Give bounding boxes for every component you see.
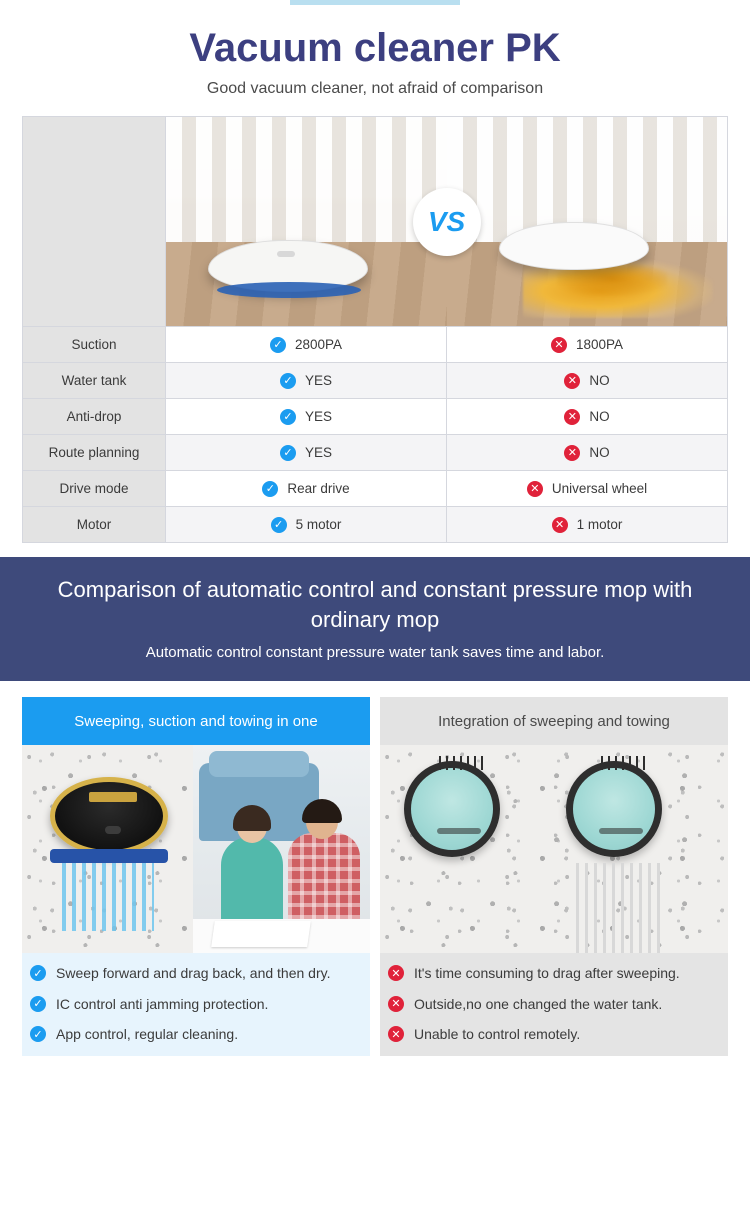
row-value-right xyxy=(446,507,727,542)
row-value-left xyxy=(166,327,446,362)
vs-badge: VS xyxy=(413,188,481,256)
row-label: Water tank xyxy=(23,363,166,398)
value-text: NO xyxy=(589,373,610,388)
white-robot-vacuum xyxy=(208,240,368,292)
cross-icon: ✕ xyxy=(564,445,580,461)
panel-right-image xyxy=(380,745,728,953)
list-item xyxy=(388,996,720,1014)
top-accent-bar xyxy=(0,0,750,10)
living-room-photo xyxy=(193,745,370,953)
robot-slit xyxy=(599,828,643,834)
list-item-text: Outside,no one changed the water tank. xyxy=(414,995,663,1012)
row-label: Anti-drop xyxy=(23,399,166,434)
value-text: Rear drive xyxy=(287,481,350,496)
row-label: Motor xyxy=(23,507,166,542)
comparison-photos xyxy=(166,116,727,326)
row-value-right xyxy=(446,327,727,362)
table-row xyxy=(23,506,727,542)
cross-icon: ✕ xyxy=(388,996,404,1012)
brush-bristles xyxy=(601,756,645,770)
photo-bad-robot xyxy=(447,117,728,326)
check-icon: ✓ xyxy=(270,337,286,353)
brush-bristles xyxy=(439,756,483,770)
value-text: YES xyxy=(304,409,332,424)
value-text: NO xyxy=(589,445,610,460)
list-item-text: App control, regular cleaning. xyxy=(56,1026,239,1043)
feature-panels xyxy=(0,681,750,1056)
row-value-left xyxy=(166,435,446,470)
cross-icon: ✕ xyxy=(527,481,543,497)
list-item xyxy=(30,1026,362,1044)
check-icon: ✓ xyxy=(271,517,287,533)
value-text: 5 motor xyxy=(295,517,342,532)
row-value-left xyxy=(166,471,446,506)
check-icon: ✓ xyxy=(30,1026,46,1042)
robot-slit xyxy=(437,828,481,834)
panel-right-title: Integration of sweeping and towing xyxy=(380,697,728,745)
ordinary-robot-vacuum xyxy=(499,222,649,270)
value-text: YES xyxy=(304,373,332,388)
row-value-right xyxy=(446,471,727,506)
person-man xyxy=(288,833,360,931)
table-row xyxy=(23,326,727,362)
page-title: Vacuum cleaner PK xyxy=(189,26,561,70)
cross-icon: ✕ xyxy=(552,517,568,533)
row-value-left xyxy=(166,507,446,542)
ordinary-robot-left xyxy=(404,761,500,857)
paper xyxy=(211,921,311,947)
table-row xyxy=(23,398,727,434)
list-item xyxy=(388,965,720,983)
check-icon: ✓ xyxy=(30,996,46,1012)
ordinary-robot-right xyxy=(566,761,662,857)
panel-right xyxy=(380,697,728,1056)
value-text: 1800PA xyxy=(575,337,624,352)
list-item xyxy=(388,1026,720,1044)
comparison-image-row xyxy=(23,116,727,326)
banner-heading: Comparison of automatic control and constant pressure mop with ordinary mop xyxy=(57,577,693,632)
hair xyxy=(233,805,271,831)
image-row-spacer xyxy=(23,116,166,326)
table-row xyxy=(23,434,727,470)
panel-left-image xyxy=(22,745,370,953)
hair xyxy=(302,799,342,823)
robot-sensor xyxy=(105,826,121,834)
section-banner xyxy=(0,557,750,681)
row-value-left xyxy=(166,363,446,398)
row-value-left xyxy=(166,399,446,434)
cross-icon: ✕ xyxy=(388,1026,404,1042)
check-icon: ✓ xyxy=(280,409,296,425)
value-text: 1 motor xyxy=(576,517,623,532)
panel-right-list xyxy=(380,953,728,1056)
row-value-right xyxy=(446,399,727,434)
person-woman xyxy=(221,837,283,929)
value-text: 2800PA xyxy=(294,337,343,352)
check-icon: ✓ xyxy=(280,445,296,461)
list-item-text: Unable to control remotely. xyxy=(414,1026,581,1043)
list-item-text: IC control anti jamming protection. xyxy=(56,995,269,1012)
list-item xyxy=(30,965,362,983)
panel-left xyxy=(22,697,370,1056)
mop-streaks xyxy=(576,863,662,953)
page-header xyxy=(0,10,750,98)
list-item-text: It's time consuming to drag after sweeping. xyxy=(414,965,680,982)
value-text: YES xyxy=(304,445,332,460)
check-icon: ✓ xyxy=(280,373,296,389)
robot-water-tank xyxy=(50,849,168,863)
check-icon: ✓ xyxy=(30,965,46,981)
panel-left-list xyxy=(22,953,370,1056)
accent-stripe xyxy=(290,0,460,5)
cross-icon: ✕ xyxy=(564,373,580,389)
check-icon: ✓ xyxy=(262,481,278,497)
row-label: Drive mode xyxy=(23,471,166,506)
comparison-table xyxy=(22,116,728,543)
robot-button xyxy=(277,251,295,257)
cross-icon: ✕ xyxy=(551,337,567,353)
gold-trim-robot xyxy=(50,777,168,855)
list-item-text: Sweep forward and drag back, and then dry. xyxy=(56,965,331,982)
row-value-right xyxy=(446,435,727,470)
cross-icon: ✕ xyxy=(564,409,580,425)
robot-control-panel xyxy=(89,792,137,802)
row-label: Suction xyxy=(23,327,166,362)
table-row xyxy=(23,470,727,506)
page-subtitle: Good vacuum cleaner, not afraid of comparison xyxy=(206,80,544,97)
list-item xyxy=(30,996,362,1014)
water-streaks xyxy=(62,863,154,931)
cross-icon: ✕ xyxy=(388,965,404,981)
table-row xyxy=(23,362,727,398)
row-label: Route planning xyxy=(23,435,166,470)
row-value-right xyxy=(446,363,727,398)
value-text: Universal wheel xyxy=(551,481,648,496)
banner-subtext: Automatic control constant pressure water tank saves time and labor. xyxy=(145,644,605,662)
value-text: NO xyxy=(589,409,610,424)
panel-left-title: Sweeping, suction and towing in one xyxy=(22,697,370,745)
